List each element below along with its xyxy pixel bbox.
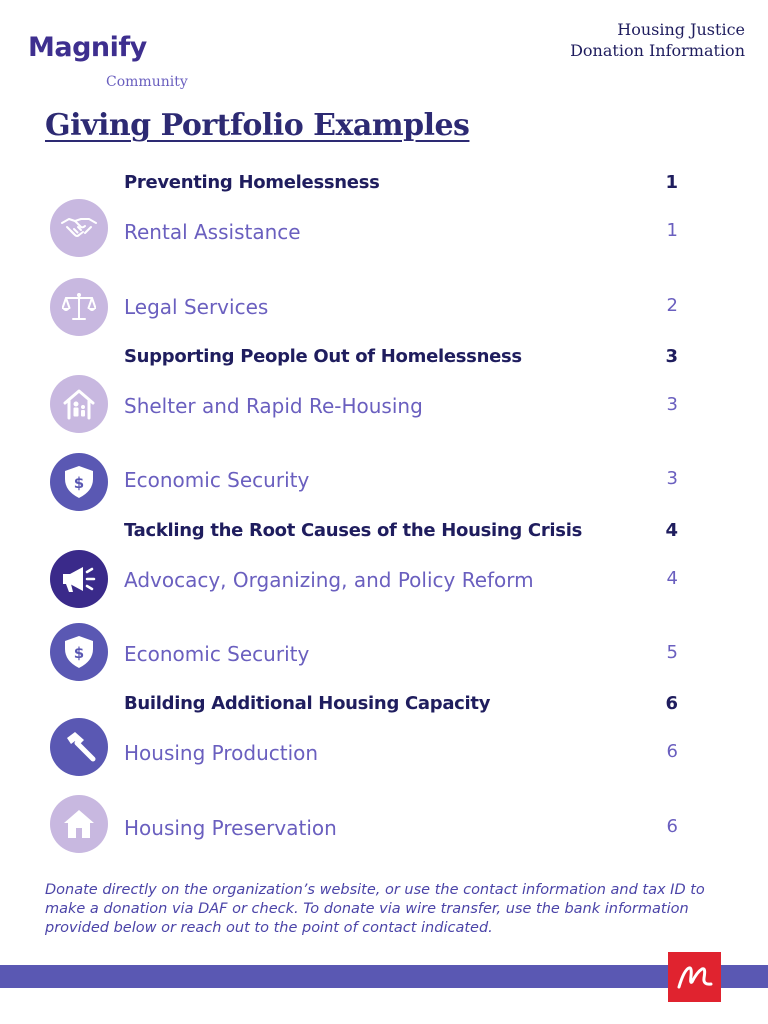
footer-bar (0, 965, 768, 988)
toc-item-label: Legal Services (124, 295, 269, 319)
toc-item-page: 4 (666, 568, 678, 589)
toc-item-label: Housing Production (124, 741, 319, 765)
toc-item-page: 5 (666, 642, 678, 663)
toc-item-page: 6 (666, 816, 678, 837)
section-page-number: 1 (665, 172, 678, 193)
family-house-icon (50, 375, 108, 433)
section-page-number: 3 (665, 346, 678, 367)
section-title: Preventing Homelessness (124, 172, 380, 193)
toc-item-label: Shelter and Rapid Re-Housing (124, 394, 423, 418)
donation-note: Donate directly on the organization’s website, or use the contact information and tax ID to make a donation via DAF or check. To donate via wire transfer, use the bank information provided below or reach out to the point of contact indicated. (45, 882, 705, 936)
toc-item-label: Economic Security (124, 642, 310, 666)
shield-dollar-icon (50, 453, 108, 511)
toc-item-page: 6 (666, 741, 678, 762)
header-line-1: Housing Justice (617, 20, 745, 39)
header-line-2: Donation Information (570, 41, 745, 60)
scales-icon (50, 278, 108, 336)
page-title: Giving Portfolio Examples (45, 108, 470, 143)
toc-item-page: 1 (666, 220, 678, 241)
hammer-icon (50, 718, 108, 776)
megaphone-icon (50, 550, 108, 608)
toc-item-label: Economic Security (124, 468, 310, 492)
toc-item-label: Advocacy, Organizing, and Policy Reform (124, 568, 534, 592)
section-title: Supporting People Out of Homelessness (124, 346, 522, 367)
magnify-logo (28, 32, 188, 90)
section-title: Tackling the Root Causes of the Housing Crisis (124, 520, 582, 541)
svg-text:$: $ (73, 644, 85, 662)
toc-item-page: 3 (666, 394, 678, 415)
handshake-icon (50, 199, 108, 257)
house-icon (50, 795, 108, 853)
shield-dollar-icon (50, 623, 108, 681)
section-title: Building Additional Housing Capacity (124, 693, 491, 714)
logo-wordmark: Magnify (28, 32, 147, 63)
document-header (570, 19, 745, 61)
logo-subtitle: Community (106, 74, 188, 90)
toc-item-label: Rental Assistance (124, 220, 301, 244)
toc-item-page: 3 (666, 468, 678, 489)
toc-item-page: 2 (666, 295, 678, 316)
toc-item-label: Housing Preservation (124, 816, 337, 840)
section-page-number: 4 (665, 520, 678, 541)
section-page-number: 6 (665, 693, 678, 714)
svg-text:$: $ (73, 474, 85, 492)
magnify-mark-icon (668, 952, 721, 1002)
